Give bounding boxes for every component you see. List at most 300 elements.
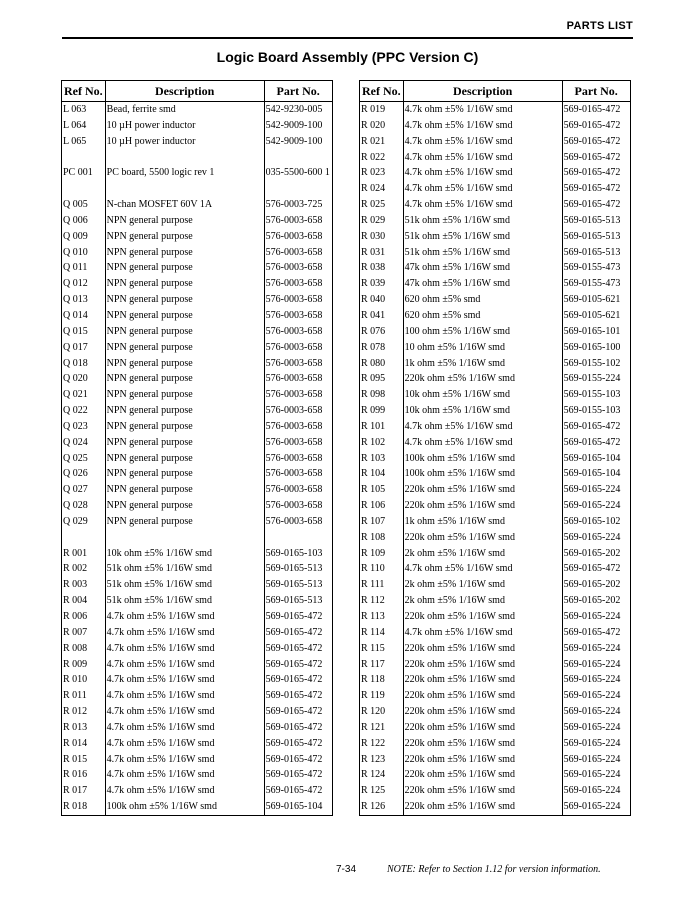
table-row bbox=[62, 767, 333, 783]
ref-no-cell: Q 029 bbox=[63, 515, 88, 527]
ref-no-cell: Q 017 bbox=[63, 341, 88, 353]
description-cell: 10 µH power inductor bbox=[105, 134, 264, 150]
part-no-cell bbox=[264, 150, 332, 166]
section-label: PARTS LIST bbox=[566, 20, 633, 32]
description-cell: 100k ohm ±5% 1/16W smd bbox=[403, 466, 562, 482]
table-row bbox=[62, 783, 333, 799]
table-row bbox=[360, 165, 631, 181]
ref-no-cell: R 003 bbox=[63, 579, 88, 591]
description-cell: NPN general purpose bbox=[105, 356, 264, 372]
table-row bbox=[360, 672, 631, 688]
ref-no-cell bbox=[62, 181, 106, 197]
table-header-row bbox=[62, 81, 333, 102]
description-cell bbox=[105, 530, 264, 546]
ref-no-cell: R 009 bbox=[63, 658, 88, 670]
description-cell: 620 ohm ±5% smd bbox=[403, 308, 562, 324]
part-no-cell: 569-0165-202 bbox=[562, 593, 630, 609]
part-no-cell: 569-0165-472 bbox=[562, 561, 630, 577]
table-row bbox=[62, 371, 333, 387]
ref-no-cell: R 078 bbox=[361, 341, 386, 353]
part-no-cell: 569-0165-104 bbox=[562, 466, 630, 482]
description-cell: 4.7k ohm ±5% 1/16W smd bbox=[105, 625, 264, 641]
description-cell: 2k ohm ±5% 1/16W smd bbox=[403, 546, 562, 562]
description-cell: 220k ohm ±5% 1/16W smd bbox=[403, 672, 562, 688]
ref-no-cell: R 118 bbox=[361, 674, 385, 686]
ref-no-cell: L 064 bbox=[63, 119, 87, 131]
ref-no-cell: R 012 bbox=[63, 706, 88, 718]
table-row bbox=[360, 451, 631, 467]
table-row bbox=[360, 150, 631, 166]
ref-no-cell: R 113 bbox=[361, 611, 385, 622]
ref-no-cell: R 098 bbox=[361, 389, 386, 401]
ref-no-cell: R 122 bbox=[361, 737, 386, 749]
part-no-cell: 542-9230-005 bbox=[264, 102, 332, 118]
table-row bbox=[62, 609, 333, 625]
part-no-cell: 576-0003-658 bbox=[264, 514, 332, 530]
ref-no-cell: R 076 bbox=[361, 325, 386, 337]
ref-no-cell: R 120 bbox=[361, 706, 386, 718]
description-cell: 47k ohm ±5% 1/16W smd bbox=[403, 260, 562, 276]
description-cell: 220k ohm ±5% 1/16W smd bbox=[403, 736, 562, 752]
description-cell: 220k ohm ±5% 1/16W smd bbox=[403, 641, 562, 657]
part-no-cell: 569-0155-103 bbox=[562, 403, 630, 419]
description-cell: 4.7k ohm ±5% 1/16W smd bbox=[105, 657, 264, 673]
part-no-cell: 569-0155-224 bbox=[562, 371, 630, 387]
table-row bbox=[360, 546, 631, 562]
table-row bbox=[360, 514, 631, 530]
ref-no-cell: Q 005 bbox=[63, 199, 88, 211]
description-cell: 100k ohm ±5% 1/16W smd bbox=[105, 799, 264, 815]
part-no-cell: 569-0165-224 bbox=[562, 482, 630, 498]
part-no-cell: 569-0165-472 bbox=[562, 134, 630, 150]
part-no-cell: 576-0003-658 bbox=[264, 340, 332, 356]
table-row bbox=[62, 799, 333, 815]
part-no-cell bbox=[264, 181, 332, 197]
table-row bbox=[62, 340, 333, 356]
table-row bbox=[360, 641, 631, 657]
ref-no-cell: R 126 bbox=[361, 801, 386, 813]
ref-no-header: Ref No. bbox=[62, 81, 106, 102]
table-row bbox=[62, 150, 333, 166]
ref-no-cell: L 063 bbox=[63, 104, 87, 115]
table-row bbox=[62, 482, 333, 498]
part-no-cell: 569-0165-104 bbox=[562, 451, 630, 467]
description-cell: 4.7k ohm ±5% 1/16W smd bbox=[105, 641, 264, 657]
ref-no-cell: R 014 bbox=[63, 737, 88, 749]
table-row bbox=[360, 482, 631, 498]
part-no-cell: 569-0165-224 bbox=[562, 704, 630, 720]
part-no-cell: 569-0165-472 bbox=[264, 672, 332, 688]
ref-no-cell: R 110 bbox=[361, 563, 385, 575]
description-cell: 220k ohm ±5% 1/16W smd bbox=[403, 609, 562, 625]
description-cell: 220k ohm ±5% 1/16W smd bbox=[403, 720, 562, 736]
table-row bbox=[62, 546, 333, 562]
ref-no-cell: Q 025 bbox=[63, 452, 88, 464]
part-no-cell: 569-0165-513 bbox=[562, 245, 630, 261]
part-no-cell: 569-0165-472 bbox=[264, 783, 332, 799]
ref-no-cell: R 013 bbox=[63, 721, 88, 733]
part-no-cell: 576-0003-658 bbox=[264, 482, 332, 498]
description-cell: 4.7k ohm ±5% 1/16W smd bbox=[403, 419, 562, 435]
part-no-cell: 576-0003-658 bbox=[264, 498, 332, 514]
table-row bbox=[62, 292, 333, 308]
table-row bbox=[360, 625, 631, 641]
table-row bbox=[62, 276, 333, 292]
ref-no-cell: Q 014 bbox=[63, 309, 88, 321]
part-no-cell: 569-0155-473 bbox=[562, 260, 630, 276]
table-row bbox=[360, 371, 631, 387]
table-row bbox=[360, 102, 631, 118]
description-cell: NPN general purpose bbox=[105, 387, 264, 403]
table-row bbox=[62, 577, 333, 593]
part-no-cell: 569-0165-472 bbox=[562, 419, 630, 435]
description-cell: 220k ohm ±5% 1/16W smd bbox=[403, 688, 562, 704]
ref-no-cell: R 119 bbox=[361, 690, 385, 702]
ref-no-cell: R 112 bbox=[361, 595, 385, 607]
description-cell: 51k ohm ±5% 1/16W smd bbox=[403, 245, 562, 261]
part-no-cell: 569-0105-621 bbox=[562, 292, 630, 308]
part-no-cell: 569-0165-224 bbox=[562, 688, 630, 704]
part-no-cell: 576-0003-658 bbox=[264, 292, 332, 308]
part-no-cell: 569-0165-100 bbox=[562, 340, 630, 356]
ref-no-cell: R 107 bbox=[361, 515, 386, 527]
part-no-cell: 569-0165-224 bbox=[562, 609, 630, 625]
ref-no-cell: R 117 bbox=[361, 658, 385, 670]
part-no-cell: 576-0003-658 bbox=[264, 229, 332, 245]
table-row bbox=[62, 102, 333, 118]
part-no-cell: 569-0165-202 bbox=[562, 546, 630, 562]
description-cell: 4.7k ohm ±5% 1/16W smd bbox=[403, 150, 562, 166]
part-no-cell: 576-0003-658 bbox=[264, 371, 332, 387]
ref-no-cell: R 019 bbox=[361, 104, 386, 115]
table-row bbox=[62, 530, 333, 546]
description-cell: 51k ohm ±5% 1/16W smd bbox=[105, 561, 264, 577]
parts-table-left bbox=[61, 80, 333, 816]
table-row bbox=[62, 435, 333, 451]
ref-no-cell: R 099 bbox=[361, 405, 386, 417]
description-cell: 4.7k ohm ±5% 1/16W smd bbox=[403, 435, 562, 451]
description-cell: NPN general purpose bbox=[105, 498, 264, 514]
table-row bbox=[62, 260, 333, 276]
description-cell: 1k ohm ±5% 1/16W smd bbox=[403, 356, 562, 372]
part-no-cell: 576-0003-658 bbox=[264, 403, 332, 419]
ref-no-cell: R 080 bbox=[361, 357, 386, 369]
ref-no-cell: R 038 bbox=[361, 262, 386, 274]
description-cell: 10 µH power inductor bbox=[105, 118, 264, 134]
table-row bbox=[360, 466, 631, 482]
part-no-cell: 569-0165-224 bbox=[562, 736, 630, 752]
description-cell: NPN general purpose bbox=[105, 292, 264, 308]
part-no-cell: 569-0165-224 bbox=[562, 767, 630, 783]
part-no-cell: 569-0165-102 bbox=[562, 514, 630, 530]
ref-no-cell: Q 024 bbox=[63, 436, 88, 448]
page-number: 7-34 bbox=[336, 864, 357, 875]
part-no-cell: 569-0165-513 bbox=[562, 213, 630, 229]
description-cell: 4.7k ohm ±5% 1/16W smd bbox=[105, 672, 264, 688]
table-row bbox=[62, 593, 333, 609]
description-cell: NPN general purpose bbox=[105, 466, 264, 482]
footer-note: NOTE: Refer to Section 1.12 for version information. bbox=[387, 864, 601, 875]
table-row bbox=[62, 419, 333, 435]
ref-no-cell: R 102 bbox=[361, 436, 386, 448]
table-row bbox=[360, 767, 631, 783]
description-cell: 220k ohm ±5% 1/16W smd bbox=[403, 799, 562, 815]
part-no-cell: 542-9009-100 bbox=[264, 118, 332, 134]
ref-no-cell: R 111 bbox=[361, 579, 385, 591]
description-cell: 100k ohm ±5% 1/16W smd bbox=[403, 451, 562, 467]
description-cell: NPN general purpose bbox=[105, 308, 264, 324]
part-no-cell: 569-0165-224 bbox=[562, 672, 630, 688]
part-no-cell: 569-0165-224 bbox=[562, 720, 630, 736]
ref-no-cell: Q 015 bbox=[63, 325, 88, 337]
description-cell: NPN general purpose bbox=[105, 419, 264, 435]
ref-no-cell: R 018 bbox=[63, 801, 88, 813]
part-no-cell: 569-0155-102 bbox=[562, 356, 630, 372]
description-cell: 4.7k ohm ±5% 1/16W smd bbox=[403, 118, 562, 134]
part-no-cell: 576-0003-658 bbox=[264, 387, 332, 403]
part-no-cell: 576-0003-658 bbox=[264, 435, 332, 451]
table-row bbox=[360, 593, 631, 609]
ref-no-cell: R 015 bbox=[63, 753, 88, 765]
table-row bbox=[360, 799, 631, 815]
ref-no-cell: R 105 bbox=[361, 484, 386, 496]
table-row bbox=[62, 118, 333, 134]
table-row bbox=[360, 561, 631, 577]
description-cell: 220k ohm ±5% 1/16W smd bbox=[403, 767, 562, 783]
description-cell: 4.7k ohm ±5% 1/16W smd bbox=[403, 102, 562, 118]
table-row bbox=[62, 625, 333, 641]
table-row bbox=[360, 181, 631, 197]
description-cell: NPN general purpose bbox=[105, 435, 264, 451]
part-no-cell: 576-0003-658 bbox=[264, 451, 332, 467]
table-row bbox=[360, 657, 631, 673]
part-no-cell: 569-0165-472 bbox=[264, 704, 332, 720]
table-row bbox=[62, 514, 333, 530]
description-cell: 51k ohm ±5% 1/16W smd bbox=[403, 229, 562, 245]
ref-no-cell: R 041 bbox=[361, 309, 386, 321]
ref-no-cell: R 029 bbox=[361, 214, 386, 226]
ref-no-cell: Q 021 bbox=[63, 389, 88, 401]
part-no-cell: 569-0165-472 bbox=[562, 150, 630, 166]
table-row bbox=[360, 704, 631, 720]
table-row bbox=[62, 641, 333, 657]
part-no-header: Part No. bbox=[562, 81, 630, 102]
description-cell: 4.7k ohm ±5% 1/16W smd bbox=[105, 767, 264, 783]
ref-no-cell bbox=[62, 530, 106, 546]
table-row bbox=[62, 245, 333, 261]
description-cell: 51k ohm ±5% 1/16W smd bbox=[105, 577, 264, 593]
description-header: Description bbox=[403, 81, 562, 102]
table-row bbox=[360, 577, 631, 593]
description-cell: 220k ohm ±5% 1/16W smd bbox=[403, 783, 562, 799]
part-no-cell: 569-0165-472 bbox=[562, 181, 630, 197]
description-cell: 4.7k ohm ±5% 1/16W smd bbox=[105, 783, 264, 799]
part-no-cell: 569-0165-472 bbox=[264, 688, 332, 704]
table-row bbox=[62, 356, 333, 372]
part-no-cell: 576-0003-658 bbox=[264, 324, 332, 340]
description-cell: 4.7k ohm ±5% 1/16W smd bbox=[105, 704, 264, 720]
part-no-cell: 569-0165-472 bbox=[264, 657, 332, 673]
description-cell: NPN general purpose bbox=[105, 229, 264, 245]
table-row bbox=[360, 435, 631, 451]
ref-no-cell: R 031 bbox=[361, 246, 386, 258]
description-cell: 4.7k ohm ±5% 1/16W smd bbox=[105, 688, 264, 704]
ref-no-cell: PC 001 bbox=[63, 167, 93, 179]
table-row bbox=[62, 672, 333, 688]
description-cell: 620 ohm ±5% smd bbox=[403, 292, 562, 308]
ref-no-cell: R 004 bbox=[63, 595, 88, 607]
part-no-cell: 569-0155-103 bbox=[562, 387, 630, 403]
table-row bbox=[62, 324, 333, 340]
part-no-cell: 576-0003-658 bbox=[264, 466, 332, 482]
description-cell: 10 ohm ±5% 1/16W smd bbox=[403, 340, 562, 356]
ref-no-cell: Q 012 bbox=[63, 278, 88, 290]
part-no-cell: 569-0165-472 bbox=[264, 736, 332, 752]
table-row bbox=[62, 213, 333, 229]
ref-no-cell: Q 010 bbox=[63, 246, 88, 258]
description-cell: 10k ohm ±5% 1/16W smd bbox=[105, 546, 264, 562]
table-row bbox=[360, 340, 631, 356]
part-no-cell: 569-0165-472 bbox=[264, 720, 332, 736]
ref-no-cell: R 103 bbox=[361, 452, 386, 464]
table-row bbox=[360, 134, 631, 150]
description-cell: 51k ohm ±5% 1/16W smd bbox=[105, 593, 264, 609]
description-cell: 4.7k ohm ±5% 1/16W smd bbox=[403, 561, 562, 577]
ref-no-cell: R 024 bbox=[361, 183, 386, 195]
description-cell: NPN general purpose bbox=[105, 276, 264, 292]
description-header: Description bbox=[105, 81, 264, 102]
description-cell bbox=[105, 150, 264, 166]
table-row bbox=[62, 561, 333, 577]
ref-no-cell: R 123 bbox=[361, 753, 386, 765]
description-cell: 220k ohm ±5% 1/16W smd bbox=[403, 482, 562, 498]
description-cell: 4.7k ohm ±5% 1/16W smd bbox=[403, 625, 562, 641]
part-no-cell: 569-0165-224 bbox=[562, 783, 630, 799]
ref-no-cell: R 040 bbox=[361, 294, 386, 306]
ref-no-cell: R 008 bbox=[63, 642, 88, 654]
table-row bbox=[62, 498, 333, 514]
table-row bbox=[62, 403, 333, 419]
table-row bbox=[360, 324, 631, 340]
part-no-cell: 035-5500-600 1 bbox=[264, 165, 332, 181]
table-row bbox=[360, 419, 631, 435]
table-row bbox=[360, 229, 631, 245]
ref-no-cell: R 016 bbox=[63, 769, 88, 781]
part-no-cell: 576-0003-658 bbox=[264, 419, 332, 435]
description-cell: 2k ohm ±5% 1/16W smd bbox=[403, 593, 562, 609]
ref-no-cell: Q 011 bbox=[63, 262, 88, 274]
table-row bbox=[62, 197, 333, 213]
description-cell: 4.7k ohm ±5% 1/16W smd bbox=[403, 181, 562, 197]
part-no-cell: 576-0003-658 bbox=[264, 260, 332, 276]
part-no-cell: 569-0165-472 bbox=[562, 118, 630, 134]
ref-no-cell: Q 013 bbox=[63, 294, 88, 306]
part-no-cell: 576-0003-725 bbox=[264, 197, 332, 213]
description-cell: NPN general purpose bbox=[105, 451, 264, 467]
part-no-cell: 569-0165-101 bbox=[562, 324, 630, 340]
ref-no-cell: R 023 bbox=[361, 167, 386, 179]
description-cell: 10k ohm ±5% 1/16W smd bbox=[403, 403, 562, 419]
part-no-cell: 569-0165-472 bbox=[562, 197, 630, 213]
part-no-cell: 576-0003-658 bbox=[264, 356, 332, 372]
ref-no-cell: R 039 bbox=[361, 278, 386, 290]
part-no-cell: 576-0003-658 bbox=[264, 308, 332, 324]
ref-no-cell: R 007 bbox=[63, 626, 88, 638]
table-row bbox=[360, 213, 631, 229]
part-no-cell: 576-0003-658 bbox=[264, 245, 332, 261]
table-row bbox=[360, 356, 631, 372]
ref-no-cell: R 106 bbox=[361, 500, 386, 512]
parts-table-body bbox=[62, 102, 333, 816]
description-cell: 4.7k ohm ±5% 1/16W smd bbox=[105, 736, 264, 752]
part-no-cell: 569-0165-224 bbox=[562, 641, 630, 657]
description-cell: 4.7k ohm ±5% 1/16W smd bbox=[403, 165, 562, 181]
ref-no-cell: R 006 bbox=[63, 611, 88, 622]
part-no-cell: 569-0165-472 bbox=[264, 767, 332, 783]
table-header-row bbox=[360, 81, 631, 102]
table-row bbox=[62, 229, 333, 245]
page-title: Logic Board Assembly (PPC Version C) bbox=[216, 49, 479, 65]
ref-no-cell: R 124 bbox=[361, 769, 386, 781]
table-row bbox=[360, 736, 631, 752]
description-cell: NPN general purpose bbox=[105, 213, 264, 229]
description-cell: 220k ohm ±5% 1/16W smd bbox=[403, 498, 562, 514]
description-cell: NPN general purpose bbox=[105, 324, 264, 340]
table-row bbox=[360, 403, 631, 419]
description-cell: NPN general purpose bbox=[105, 340, 264, 356]
part-no-cell: 569-0165-472 bbox=[562, 102, 630, 118]
description-cell: 220k ohm ±5% 1/16W smd bbox=[403, 530, 562, 546]
description-cell: NPN general purpose bbox=[105, 514, 264, 530]
part-no-cell: 569-0165-224 bbox=[562, 498, 630, 514]
table-row bbox=[360, 387, 631, 403]
table-row bbox=[360, 688, 631, 704]
table-row bbox=[62, 688, 333, 704]
description-cell: NPN general purpose bbox=[105, 245, 264, 261]
table-row bbox=[62, 165, 333, 181]
table-row bbox=[62, 720, 333, 736]
part-no-header: Part No. bbox=[264, 81, 332, 102]
table-row bbox=[360, 308, 631, 324]
table-row bbox=[62, 387, 333, 403]
ref-no-cell: R 114 bbox=[361, 626, 385, 638]
description-cell: 10k ohm ±5% 1/16W smd bbox=[403, 387, 562, 403]
ref-no-header: Ref No. bbox=[360, 81, 404, 102]
ref-no-cell: R 001 bbox=[63, 547, 88, 559]
part-no-cell: 569-0165-472 bbox=[264, 625, 332, 641]
table-row bbox=[360, 292, 631, 308]
description-cell: 4.7k ohm ±5% 1/16W smd bbox=[105, 609, 264, 625]
part-no-cell: 569-0165-202 bbox=[562, 577, 630, 593]
table-row bbox=[360, 752, 631, 768]
ref-no-cell: R 011 bbox=[63, 690, 87, 702]
part-no-cell: 569-0165-224 bbox=[562, 657, 630, 673]
description-cell: PC board, 5500 logic rev 1 bbox=[105, 165, 264, 181]
description-cell: 51k ohm ±5% 1/16W smd bbox=[403, 213, 562, 229]
part-no-cell: 569-0155-473 bbox=[562, 276, 630, 292]
ref-no-cell: R 095 bbox=[361, 373, 386, 385]
part-no-cell: 569-0165-224 bbox=[562, 530, 630, 546]
ref-no-cell: Q 009 bbox=[63, 230, 88, 242]
part-no-cell: 569-0105-621 bbox=[562, 308, 630, 324]
table-row bbox=[62, 704, 333, 720]
ref-no-cell: Q 018 bbox=[63, 357, 88, 369]
part-no-cell: 569-0165-103 bbox=[264, 546, 332, 562]
description-cell: 4.7k ohm ±5% 1/16W smd bbox=[403, 134, 562, 150]
table-row bbox=[360, 197, 631, 213]
header-rule bbox=[62, 37, 633, 39]
table-row bbox=[62, 736, 333, 752]
